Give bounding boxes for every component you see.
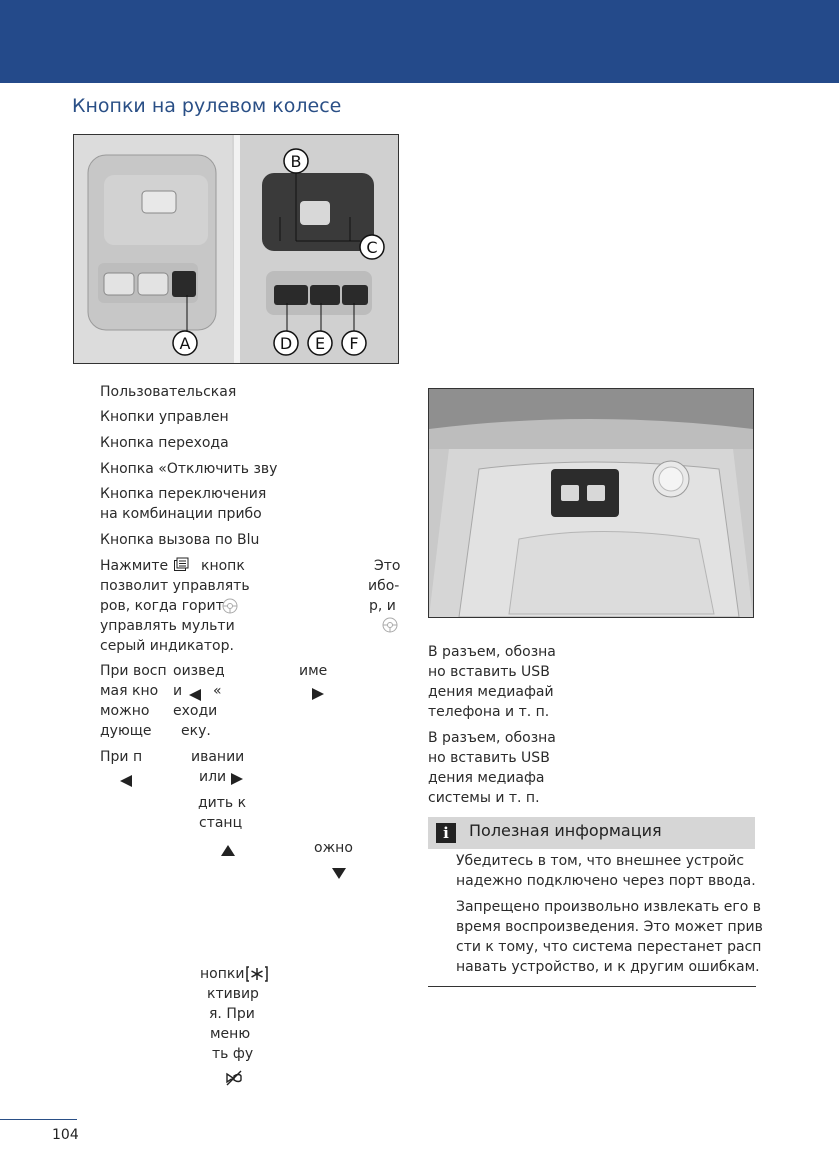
info-bottom-rule	[428, 986, 756, 987]
footer-rule	[0, 1119, 77, 1120]
usb-ports-illustration	[429, 389, 753, 617]
info-p2-line2: время воспроизведения. Это может прив	[456, 919, 763, 935]
usb-ports-figure	[428, 388, 754, 618]
triangle-right-icon	[312, 685, 324, 704]
usb1-line2: но вставить USB	[428, 664, 550, 680]
radio-l3: дить к	[198, 795, 247, 811]
callout-b	[284, 149, 308, 173]
usb1-line3: дения медиафай	[428, 684, 554, 700]
play-l2b: и	[173, 683, 183, 699]
list-item-mute: Кнопка «Отключить зву	[100, 461, 278, 477]
press-line4: управлять мульти	[100, 618, 235, 634]
callout-f	[342, 331, 366, 355]
top-banner	[0, 0, 839, 83]
play-l3b: еходи	[173, 703, 218, 719]
list-item-controls: Кнопки управлен	[100, 409, 229, 425]
usb2-line1: В разъем, обозна	[428, 730, 556, 746]
play-l2a: мая кно	[100, 683, 159, 699]
press-line1c: Это	[374, 558, 401, 574]
list-item-skip: Кнопка перехода	[100, 435, 229, 451]
usb1-line4: телефона и т. п.	[428, 704, 550, 720]
triangle-up-icon	[221, 841, 235, 860]
info-p1-line1: Убедитесь в том, что внешнее устройс	[456, 853, 745, 869]
svg-text:B: B	[290, 152, 302, 171]
callout-e	[308, 331, 332, 355]
info-title: Полезная информация	[469, 821, 662, 840]
play-l4a: дующе	[100, 723, 152, 739]
usb2-line2: но вставить USB	[428, 750, 550, 766]
svg-text:A: A	[179, 334, 191, 353]
list-item-switch-line1: Кнопка переключения	[100, 486, 267, 502]
page-number: 104	[52, 1127, 79, 1143]
voice-l2: ктивир	[207, 986, 259, 1002]
callout-a	[173, 331, 197, 355]
info-icon: i	[436, 823, 456, 843]
steering-wheel-gray-icon	[381, 616, 399, 638]
press-line2b: ибо-	[368, 578, 400, 594]
svg-text:F: F	[349, 334, 359, 353]
press-line3a: ров, когда горит	[100, 598, 224, 614]
info-p1-line2: надежно подключено через порт ввода.	[456, 873, 756, 889]
press-line5: серый индикатор.	[100, 638, 234, 654]
svg-text:D: D	[279, 334, 293, 353]
radio-l4: станц	[199, 815, 243, 831]
voice-l1: нопки	[200, 966, 245, 982]
usb1-line1: В разъем, обозна	[428, 644, 556, 660]
play-l4b: еку.	[181, 723, 211, 739]
play-l2c: «	[213, 683, 222, 699]
svg-text:C: C	[366, 238, 378, 257]
list-item-custom: Пользовательская	[100, 384, 237, 400]
press-line1b: кнопк	[201, 558, 245, 574]
callout-c	[360, 235, 384, 259]
play-l1b: оизвед	[173, 663, 225, 679]
voice-l5: ть фу	[212, 1046, 254, 1062]
menu-icon	[173, 557, 189, 577]
radio-l5: ожно	[314, 840, 353, 856]
info-box-header	[428, 817, 755, 849]
radio-l1b: ивании	[191, 749, 245, 765]
usb2-line3: дения медиафа	[428, 770, 545, 786]
play-l1a: При восп	[100, 663, 167, 679]
list-item-bluetooth: Кнопка вызова по Blu	[100, 532, 260, 548]
triangle-left-icon	[120, 772, 132, 791]
info-p2-line1: Запрещено произвольно извлекать его в	[456, 899, 761, 915]
list-item-switch-line2: на комбинации прибо	[100, 506, 262, 522]
radio-l1a: При п	[100, 749, 143, 765]
voice-l4: меню	[210, 1026, 251, 1042]
info-p2-line3: сти к тому, что система перестанет расп	[456, 939, 762, 955]
triangle-right-icon	[231, 770, 243, 789]
phone-hangup-icon	[225, 1070, 243, 1090]
svg-text:E: E	[314, 334, 326, 353]
radio-l2: или	[199, 769, 227, 785]
press-line2a: позволит управлять	[100, 578, 250, 594]
usb2-line4: системы и т. п.	[428, 790, 540, 806]
info-p2-line4: навать устройство, и к другим ошибкам.	[456, 959, 760, 975]
steering-buttons-figure	[73, 134, 399, 364]
voice-l3: я. При	[209, 1006, 255, 1022]
callout-d	[274, 331, 298, 355]
press-line1a: Нажмите	[100, 558, 169, 574]
play-l3a: можно	[100, 703, 150, 719]
press-line3b: р, и	[369, 598, 396, 614]
triangle-down-icon	[332, 864, 346, 883]
steering-buttons-illustration	[74, 135, 398, 363]
page-title: Кнопки на рулевом колесе	[72, 95, 342, 117]
play-l1c: име	[299, 663, 328, 679]
